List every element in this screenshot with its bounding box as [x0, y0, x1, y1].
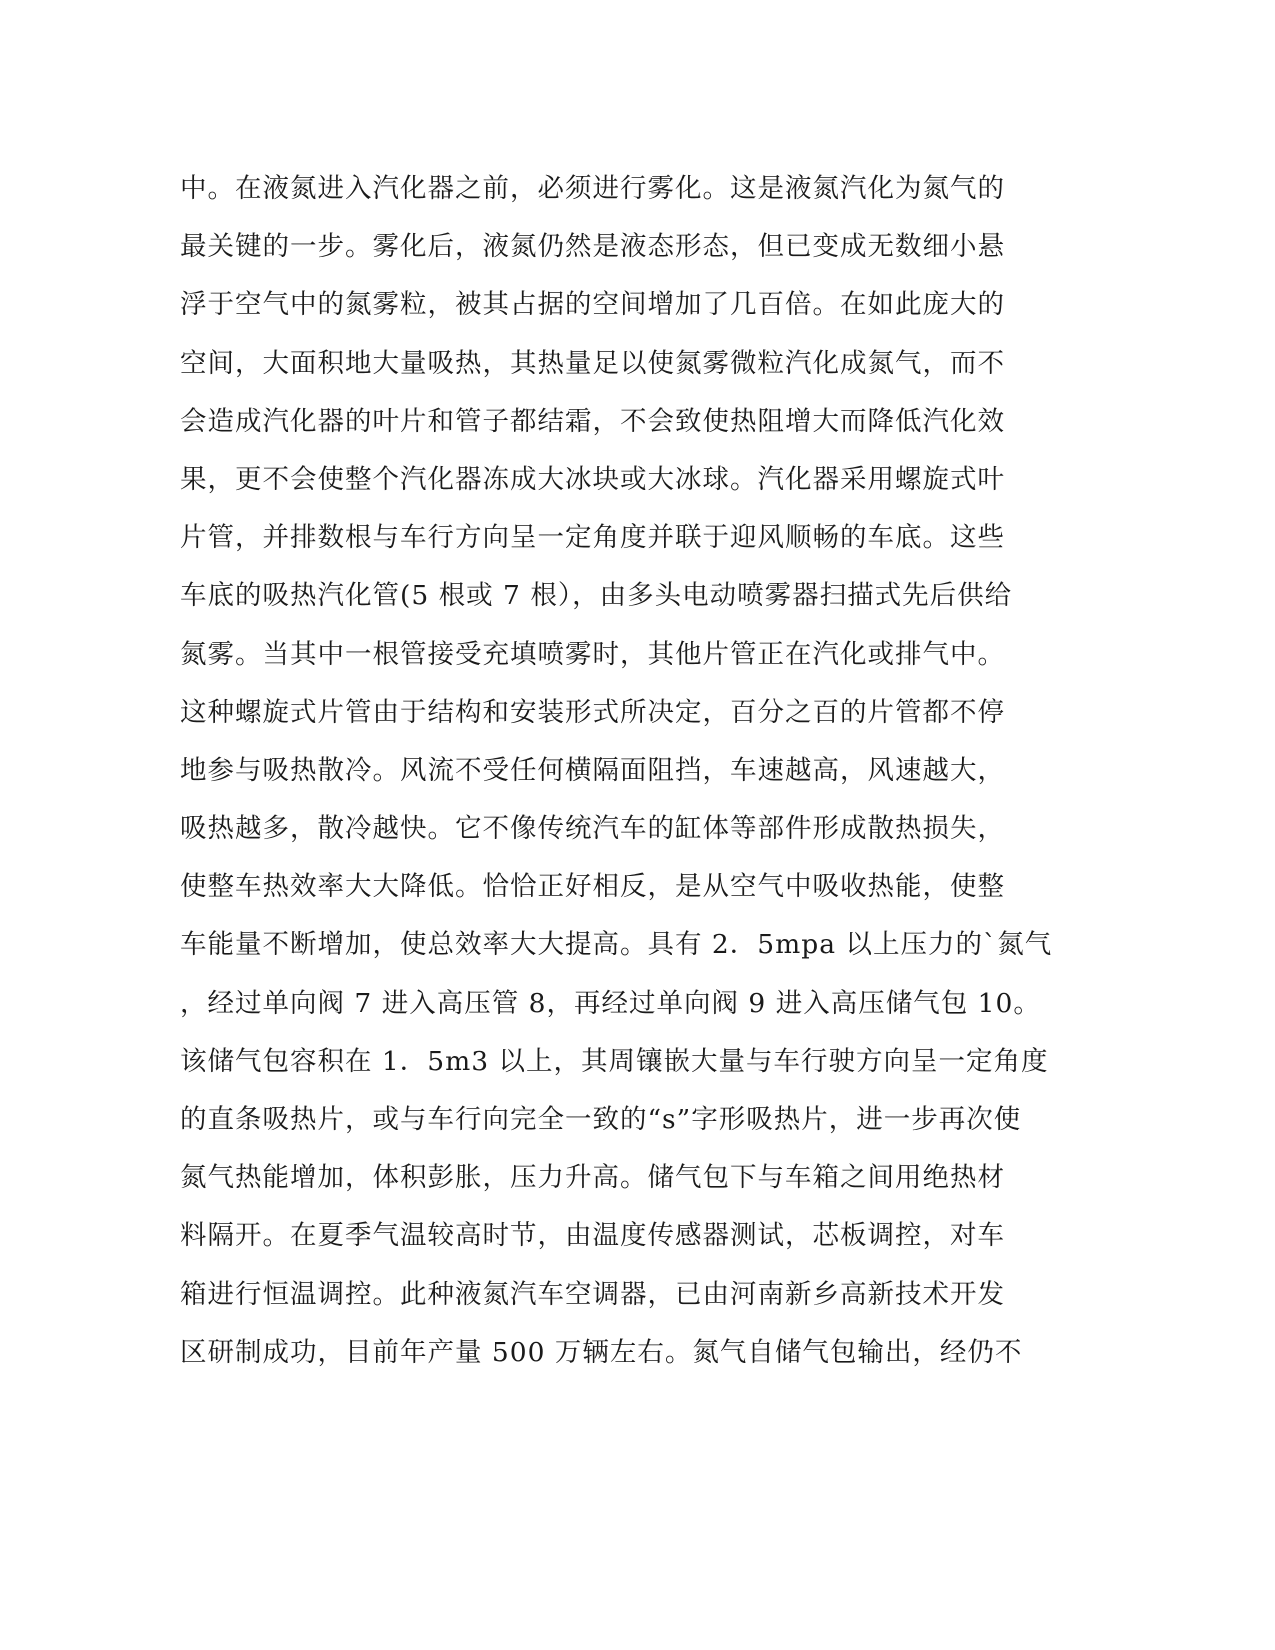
text-line: 氮雾。当其中一根管接受充填喷雾时，其他片管正在汽化或排气中。: [180, 638, 1005, 670]
text-line: 最关键的一步。雾化后，液氮仍然是液态形态，但已变成无数细小悬: [180, 231, 1005, 263]
text-line: 地参与吸热散冷。风流不受任何横隔面阻挡，车速越高，风速越大，: [180, 754, 1005, 786]
text-line: ，经过单向阀 7 进入高压管 8，再经过单向阀 9 进入高压储气包 10。: [180, 987, 1041, 1019]
text-line: 这种螺旋式片管由于结构和安装形式所决定，百分之百的片管都不停: [180, 696, 1005, 728]
body-text: [180, 160, 1060, 1382]
text-line: 浮于空气中的氮雾粒，被其占据的空间增加了几百倍。在如此庞大的: [180, 289, 1005, 321]
text-line: 吸热越多，散冷越快。它不像传统汽车的缸体等部件形成散热损失，: [180, 813, 1005, 845]
text-line: 氮气热能增加，体积彭胀，压力升高。储气包下与车箱之间用绝热材: [180, 1162, 1005, 1194]
text-line: 的直条吸热片，或与车行向完全一致的“s”字形吸热片，进一步再次使: [180, 1104, 1022, 1135]
text-line: 使整车热效率大大降低。恰恰正好相反，是从空气中吸收热能，使整: [180, 871, 1005, 903]
text-line: 箱进行恒温调控。此种液氮汽车空调器，已由河南新乡高新技术开发: [180, 1278, 1005, 1310]
text-line: 会造成汽化器的叶片和管子都结霜，不会致使热阻增大而降低汽化效: [180, 405, 1005, 437]
text-line: 该储气包容积在 1．5m3 以上，其周镶嵌大量与车行驶方向呈一定角度: [180, 1045, 1049, 1077]
text-line: 空间，大面积地大量吸热，其热量足以使氮雾微粒汽化成氮气，而不: [180, 347, 1005, 379]
text-line: 片管，并排数根与车行方向呈一定角度并联于迎风顺畅的车底。这些: [180, 522, 1005, 554]
text-line: 区研制成功，目前年产量 500 万辆左右。氮气自储气包输出，经仍不: [180, 1336, 1023, 1368]
text-line: 中。在液氮进入汽化器之前，必须进行雾化。这是液氮汽化为氮气的: [180, 173, 1005, 204]
text-line: 车底的吸热汽化管(5 根或 7 根），由多头电动喷雾器扫描式先后供给: [180, 580, 1013, 612]
text-line: 车能量不断增加，使总效率大大提高。具有 2．5mpa 以上压力的`氮气: [180, 929, 1053, 961]
text-line: 果，更不会使整个汽化器冻成大冰块或大冰球。汽化器采用螺旋式叶: [180, 463, 1005, 495]
text-line: 料隔开。在夏季气温较高时节，由温度传感器测试，芯板调控，对车: [180, 1220, 1005, 1252]
